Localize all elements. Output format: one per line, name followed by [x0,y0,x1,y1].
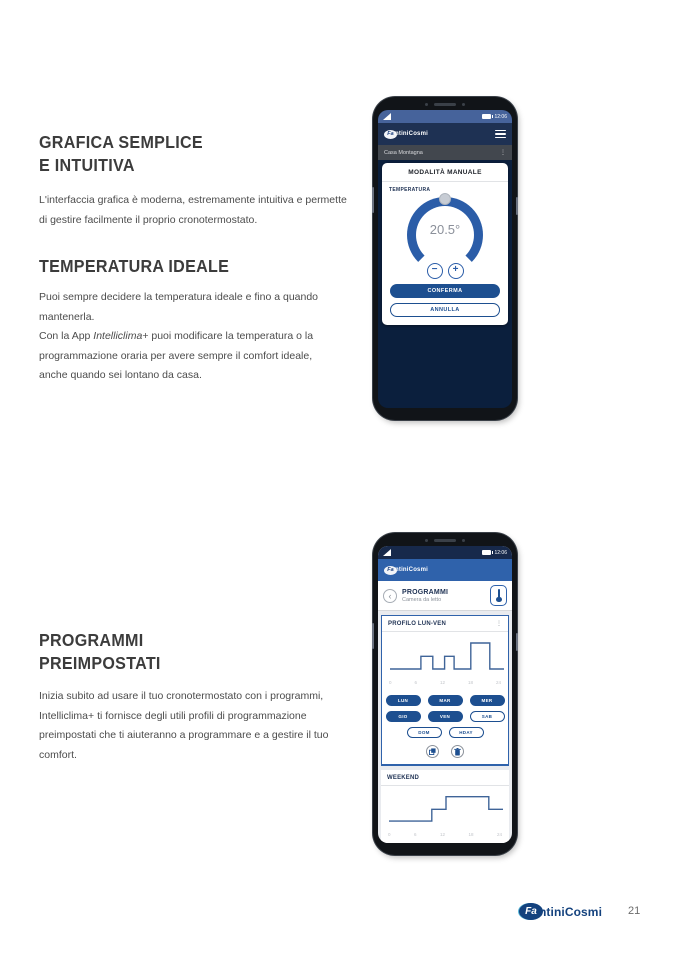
chart-x-axis [382,680,508,687]
title-line: TEMPERATURA IDEALE [39,256,230,276]
phone-power-button [516,633,518,651]
delete-button[interactable] [451,745,464,758]
title-line: PROGRAMMI [39,630,144,650]
temperature-value: 20.5° [429,222,461,237]
body-text: Puoi sempre decidere la temperatura ideale e fino a quando mantenerla. [39,291,319,323]
phone-camera-speaker [373,103,517,106]
temperature-dial[interactable] [405,195,485,269]
axis-tick: 12 [439,680,445,685]
programs-navbar [378,581,512,611]
axis-tick: 0 [388,832,391,837]
room-name: Casa Montagna [384,149,423,156]
section-title-temperatura [39,255,229,278]
modal-title: MODALITÀ MANUALE [382,163,508,182]
nav-title: PROGRAMMI [402,588,449,596]
weekend-card-title: WEEKEND [387,775,420,781]
title-line: GRAFICA SEMPLICE [39,132,203,152]
room-menu-icon[interactable]: ⋮ [500,149,506,156]
axis-tick: 12 [439,832,445,837]
day-button-gio[interactable]: GIO [386,711,421,722]
dial-knob[interactable] [439,193,451,205]
phone2-statusbar [378,546,512,559]
day-button-ven[interactable]: VEN [428,711,463,722]
day-button-hday[interactable]: HDAY [449,727,484,738]
copy-button[interactable] [426,745,439,758]
phone-power-button [516,197,518,215]
phone-camera-speaker [373,539,517,542]
thermostat-button[interactable] [490,585,507,606]
fantinicosmi-logo [384,566,428,575]
phone1-statusbar [378,110,512,123]
section-body-temperatura [39,288,339,386]
menu-icon[interactable] [495,128,506,141]
logo-fa-badge: Fa [384,566,397,575]
manual-mode-card [382,163,508,325]
logo-text: ntiniCosmi [539,904,602,919]
copy-icon [429,748,436,755]
nav-subtitle: Camera da letto [402,596,442,603]
axis-tick: 24 [495,680,501,685]
day-button-mar[interactable]: MAR [428,695,463,706]
temp-minus-button[interactable]: − [427,263,443,279]
section-body-grafica: L'interfaccia grafica è moderna, estremamente intuitiva e permette di gestire facilmente il proprio cronotermostato. [39,194,347,226]
back-button[interactable]: ‹ [383,589,397,603]
logo-fa-badge: Fa [384,130,397,139]
phone2-screen [378,546,512,843]
cancel-button[interactable]: ANNULLA [390,303,500,317]
temp-plus-button[interactable]: + [448,263,464,279]
phone1-screen [378,110,512,408]
fantinicosmi-footer-logo [519,903,602,920]
trash-icon [454,748,461,756]
section-title-grafica [39,131,203,177]
phone-mockup-programs [373,533,517,855]
weekend-card [381,770,509,843]
chart-x-axis [381,832,509,839]
axis-tick: 18 [467,680,473,685]
day-button-lun[interactable]: LUN [386,695,421,706]
phone-volume-button [372,187,374,213]
brand-name-italic: Intelliclima+ [93,330,149,342]
signal-icon [383,113,391,120]
axis-tick: 6 [414,680,417,685]
temperature-label: TEMPERATURA [389,187,431,193]
axis-tick: 18 [468,832,474,837]
profile-card-title: PROFILO LUN-VEN [388,621,446,627]
day-selector [382,687,508,738]
section-body-programmi: Inizia subito ad usare il tuo cronotermostato con i programmi, Intelliclima+ ti fornisce degli utili profili di programmazione preimpostati che ti aiuteranno a programmare e a gestire il tuo comfort. [39,690,329,761]
weekend-step-chart [385,789,507,827]
thermometer-icon [496,589,502,602]
day-button-mer[interactable]: MER [470,695,505,706]
axis-tick: 6 [413,832,417,837]
title-line: E INTUITIVA [39,155,135,175]
logo-fa-badge: Fa [519,903,543,920]
axis-tick: 0 [389,680,392,685]
battery-icon [482,114,491,119]
status-time: 12:06 [494,113,507,120]
day-button-sab[interactable]: SAB [470,711,505,722]
status-time: 12:06 [494,549,507,556]
profile-step-chart [386,635,508,675]
page-number: 21 [628,905,641,917]
title-line: PREIMPOSTATI [39,653,161,673]
battery-icon [482,550,491,555]
logo-text: ntiniCosmi [395,567,428,573]
phone-mockup-manual-mode [373,97,517,420]
axis-tick: 24 [496,832,502,837]
logo-text: ntiniCosmi [395,131,428,137]
body-text: Con la App [39,330,94,342]
card-menu-icon[interactable]: ⋮ [496,621,502,627]
section-title-programmi [39,629,161,675]
fantinicosmi-logo [384,130,428,139]
signal-icon [383,549,391,556]
body-text: puoi modificare la temperatura o la programmazione oraria per avere sempre il comfort ideale, anche quando sei lontano da casa. [39,330,314,381]
profile-card [381,615,509,766]
day-button-dom[interactable]: DOM [407,727,442,738]
phone1-appbar [378,123,512,145]
confirm-button[interactable]: CONFERMA [390,284,500,298]
phone-volume-button [372,623,374,649]
room-selector[interactable] [378,145,512,160]
phone2-appbar [378,559,512,581]
